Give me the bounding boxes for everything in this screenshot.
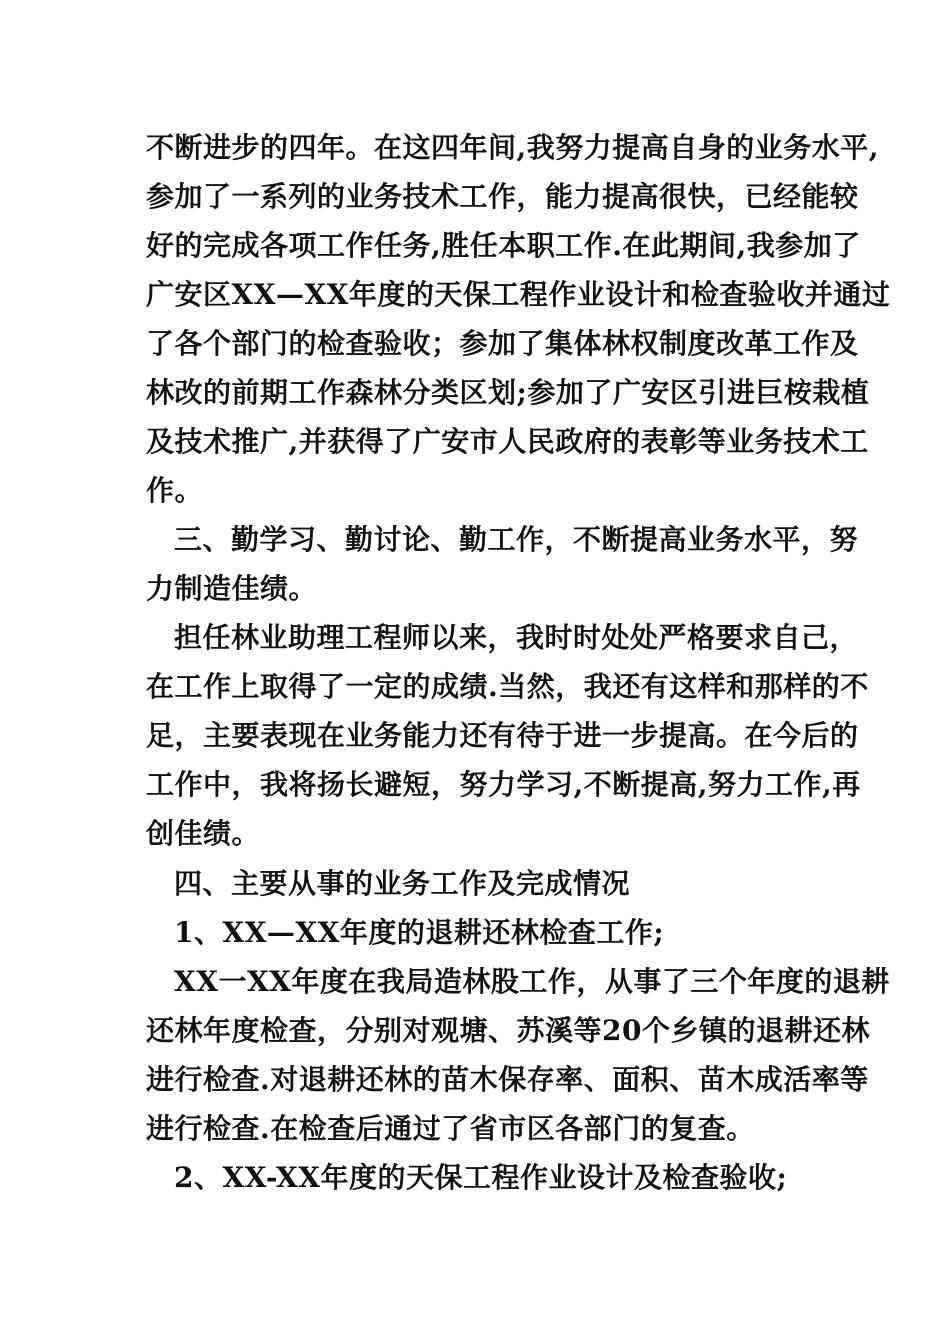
text-line: 在工作上取得了一定的成绩.当然，我还有这样和那样的不 bbox=[146, 670, 869, 703]
text-line: 了各个部门的检查验收；参加了集体林权制度改革工作及 bbox=[146, 327, 859, 360]
text-line: 不断进步的四年。在这四年间,我努力提高自身的业务水平, bbox=[146, 131, 879, 164]
list-item: 2、XX-XX年度的天保工程作业设计及检查验收; bbox=[174, 1161, 788, 1194]
list-item: 1、XX—XX年度的退耕还林检查工作; bbox=[174, 916, 665, 949]
text-line: 及技术推广,并获得了广安市人民政府的表彰等业务技术工 bbox=[146, 425, 869, 458]
text-line: 创佳绩。 bbox=[146, 817, 261, 850]
text-line: 林改的前期工作森林分类区划;参加了广安区引进巨桉栽植 bbox=[146, 376, 870, 409]
text-line: 工作中，我将扬长避短，努力学习,不断提高,努力工作,再 bbox=[146, 768, 861, 801]
text-line: 进行检查.对退耕还林的苗木保存率、面积、苗木成活率等 bbox=[146, 1063, 869, 1096]
text-line: 作。 bbox=[146, 474, 204, 507]
text-line: 广安区XX—XX年度的天保工程作业设计和检查验收并通过 bbox=[146, 278, 891, 311]
text-line: 参加了一系列的业务技术工作，能力提高很快，已经能较 bbox=[146, 180, 859, 213]
section-heading: 三、勤学习、勤讨论、勤工作，不断提高业务水平，努 bbox=[174, 523, 859, 556]
paragraph-start: XX一XX年度在我局造林股工作，从事了三个年度的退耕 bbox=[174, 965, 890, 998]
text-line: 还林年度检查，分别对观塘、苏溪等20个乡镇的退耕还林 bbox=[146, 1014, 870, 1047]
section-heading: 四、主要从事的业务工作及完成情况 bbox=[174, 867, 631, 900]
text-line: 足，主要表现在业务能力还有待于进一步提高。在今后的 bbox=[146, 719, 859, 752]
paragraph-start: 担任林业助理工程师以来，我时时处处严格要求自己， bbox=[174, 621, 859, 654]
text-line: 力制造佳绩。 bbox=[146, 572, 318, 605]
text-line: 进行检查.在检查后通过了省市区各部门的复查。 bbox=[146, 1112, 755, 1145]
text-line: 好的完成各项工作任务,胜任本职工作.在此期间,我参加了 bbox=[146, 229, 861, 262]
